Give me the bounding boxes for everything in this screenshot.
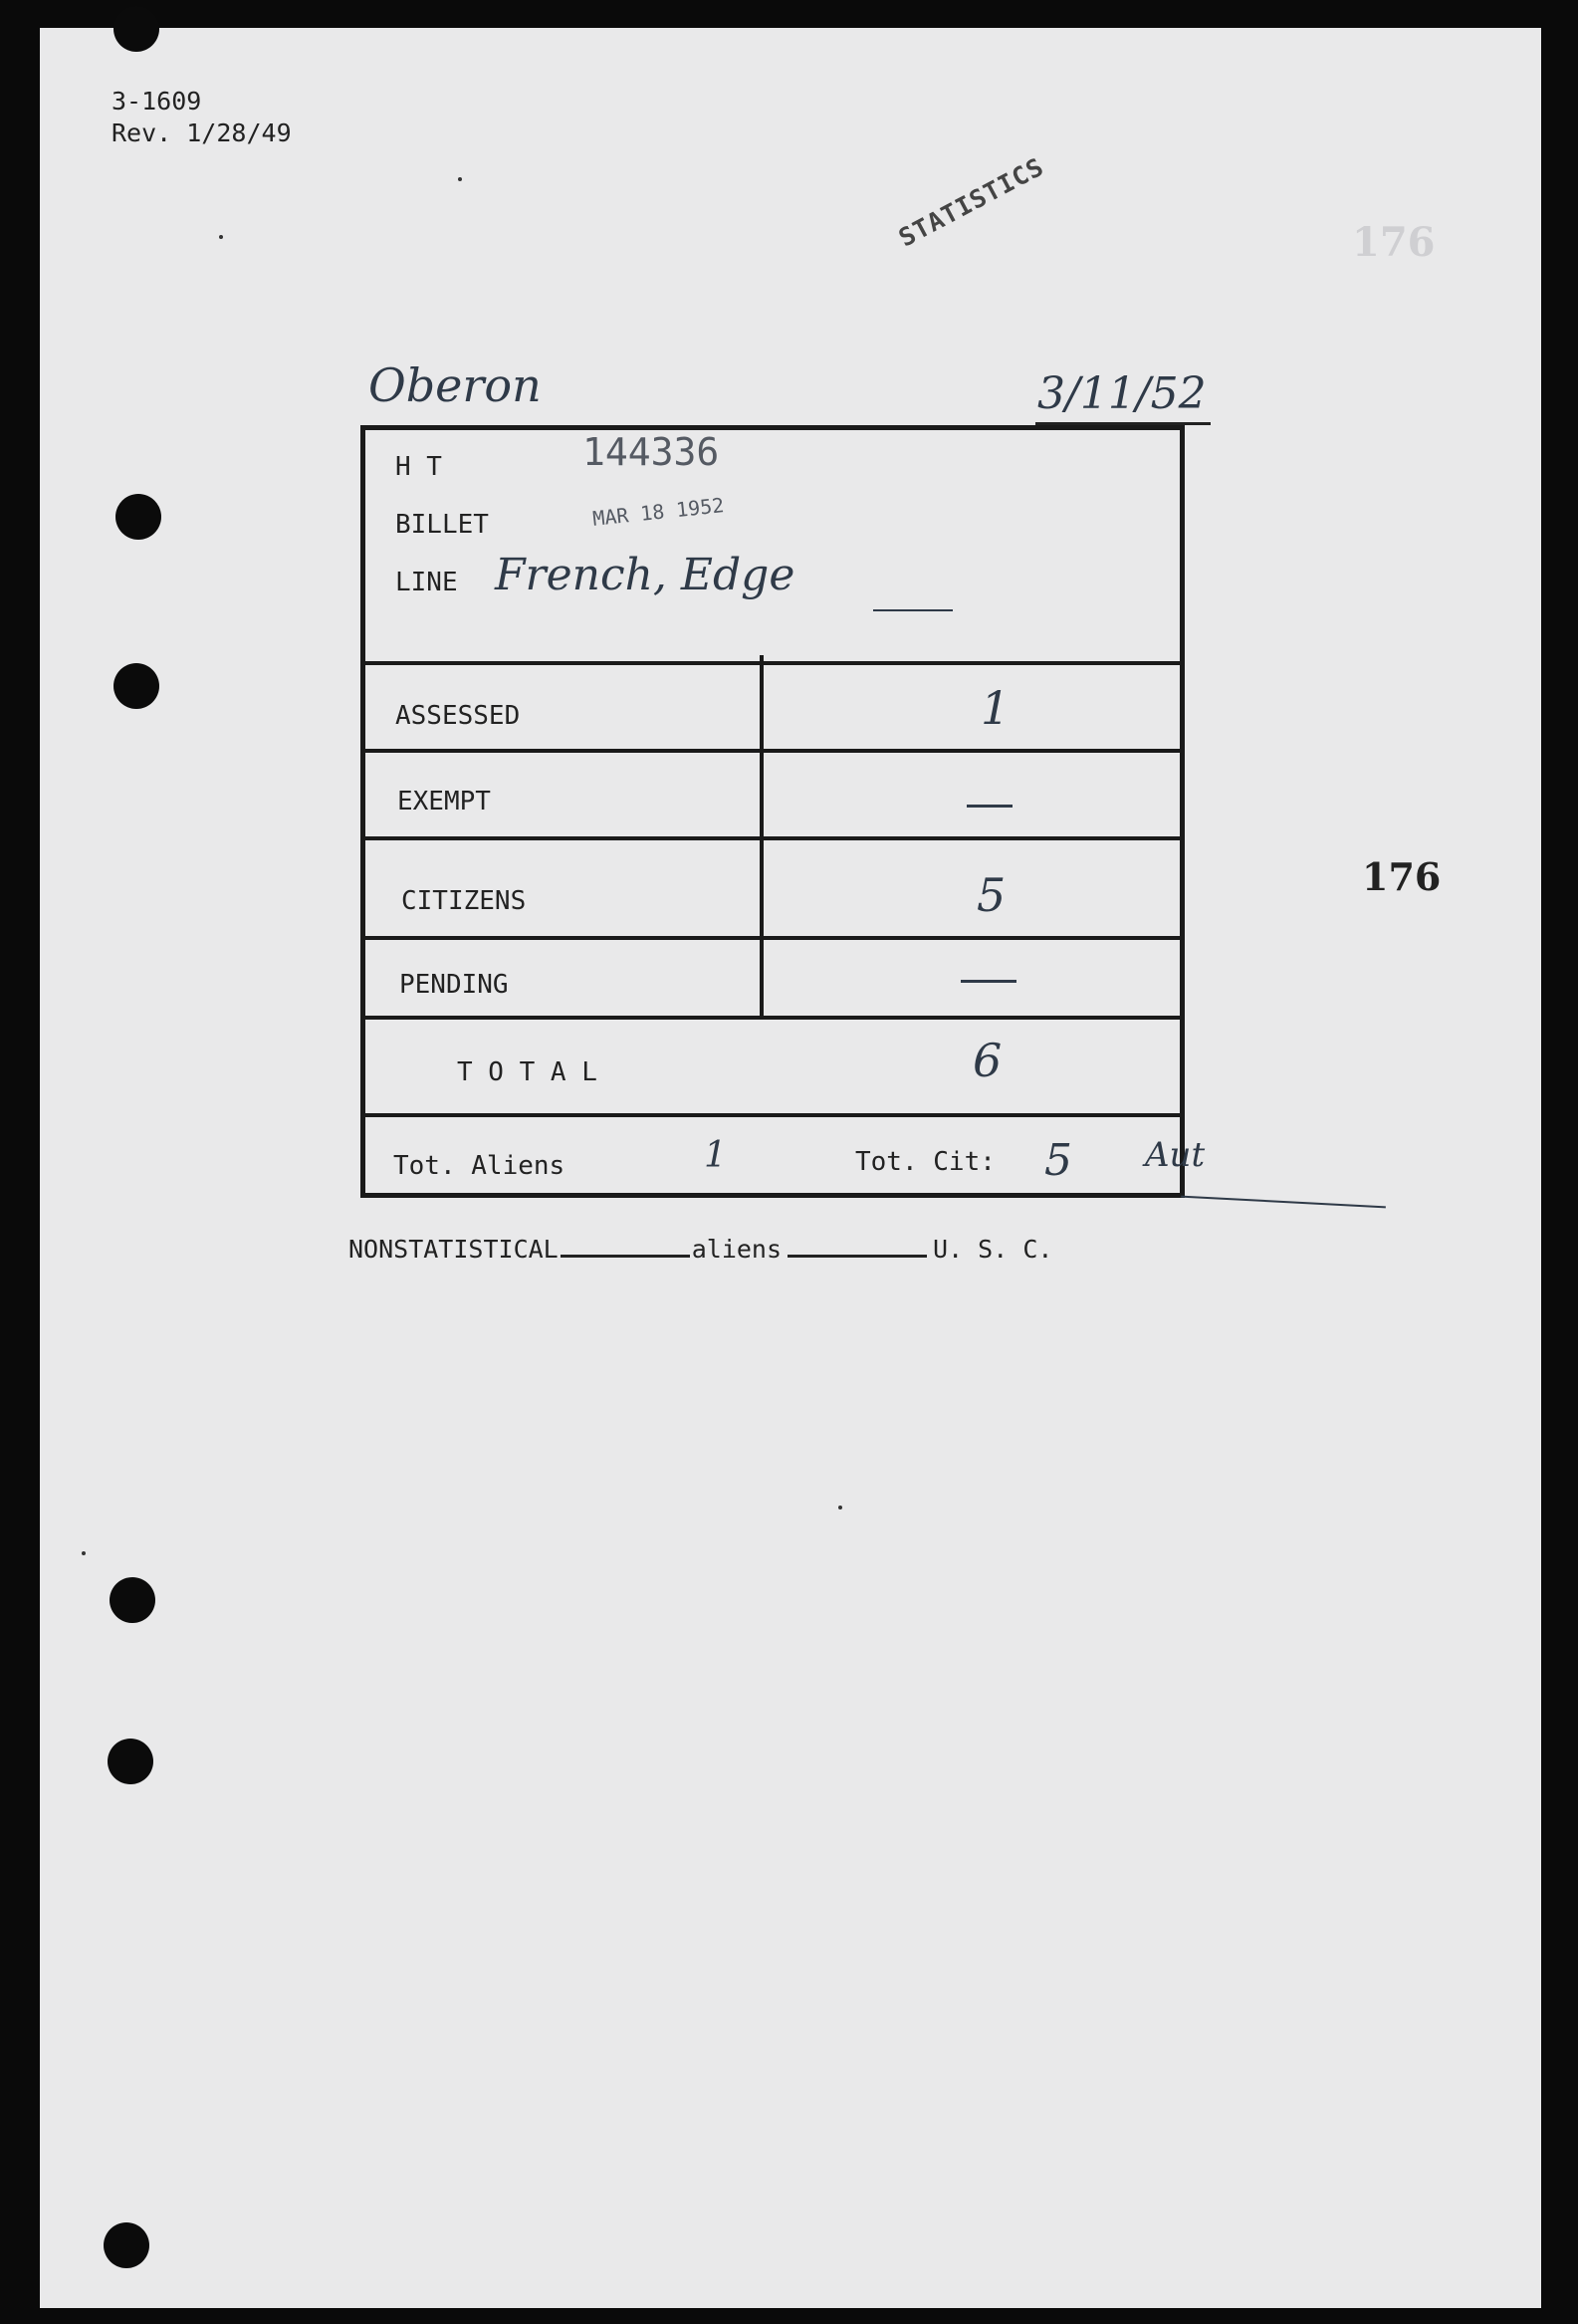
table-divider: [365, 836, 1180, 840]
statistics-stamp: STATISTICS: [894, 151, 1049, 253]
table-divider: [365, 1016, 1180, 1020]
row-label-citizens: CITIZENS: [401, 886, 527, 916]
nonstat-line: [348, 1235, 1052, 1264]
total-label: T O T A L: [457, 1057, 597, 1087]
tot-aliens-value: 1: [704, 1135, 727, 1176]
binder-hole: [104, 2222, 149, 2268]
binder-hole: [113, 6, 159, 52]
ink-speck: [838, 1506, 842, 1510]
line-value: French, Edge: [495, 550, 795, 600]
page-number: 176: [1362, 854, 1442, 899]
statistics-table: [360, 425, 1185, 1198]
nonstat-usc-label: U. S. C.: [933, 1235, 1053, 1264]
table-divider: [365, 749, 1180, 753]
ink-speck: [458, 177, 462, 181]
pending-dash: [961, 980, 1016, 983]
ink-speck: [82, 1551, 86, 1555]
binder-hole: [108, 1739, 153, 1784]
table-divider: [365, 936, 1180, 940]
billet-value: MAR 18 1952: [591, 493, 726, 531]
binder-hole: [113, 663, 159, 709]
table-divider: [365, 661, 1180, 665]
binder-hole: [115, 494, 161, 540]
ink-speck: [219, 235, 223, 239]
nonstat-label: NONSTATISTICAL: [348, 1235, 559, 1264]
arrival-date: 3/11/52: [1037, 368, 1207, 419]
ht-label: H T: [395, 452, 442, 482]
tot-aliens-label: Tot. Aliens: [393, 1151, 565, 1181]
row-label-assessed: ASSESSED: [395, 701, 521, 731]
line-underline: [873, 609, 953, 611]
row-label-exempt: EXEMPT: [397, 787, 491, 816]
inspector-initials: Aut: [1145, 1135, 1206, 1175]
line-label: LINE: [395, 568, 458, 597]
ship-name: Oberon: [368, 358, 542, 412]
tot-cit-value: 5: [1044, 1135, 1072, 1186]
exempt-dash: [967, 805, 1013, 808]
form-code: 3-1609: [112, 87, 202, 116]
total-value: 6: [973, 1034, 1003, 1087]
row-value-citizens: 5: [977, 868, 1007, 922]
table-divider: [365, 1113, 1180, 1117]
ht-value: 144336: [582, 430, 720, 474]
form-revision: Rev. 1/28/49: [112, 118, 292, 147]
row-label-pending: PENDING: [399, 970, 509, 1000]
page-number-faint: 176: [1352, 219, 1436, 266]
tot-cit-label: Tot. Cit:: [855, 1147, 996, 1177]
nonstat-aliens-label: aliens: [691, 1235, 783, 1264]
binder-hole: [110, 1577, 155, 1623]
billet-label: BILLET: [395, 510, 489, 540]
form-code-block: [112, 86, 292, 149]
row-value-assessed: 1: [981, 681, 1011, 735]
